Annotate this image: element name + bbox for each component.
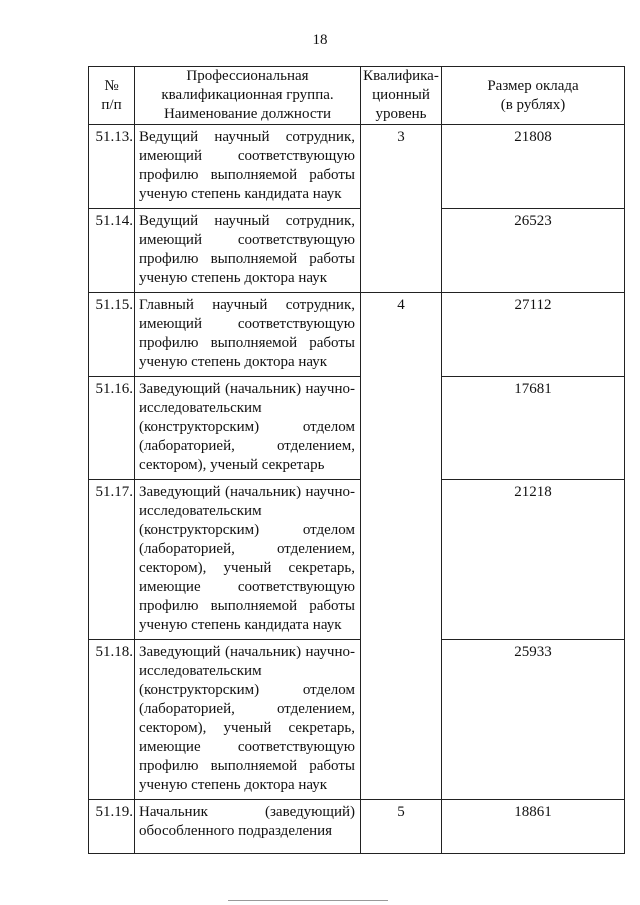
salary-value: 26523 bbox=[442, 209, 625, 293]
table-row bbox=[89, 209, 625, 293]
qualification-level bbox=[361, 377, 442, 480]
salary-value: 25933 bbox=[442, 640, 625, 800]
table-row bbox=[89, 800, 625, 854]
row-number: 51.17. bbox=[89, 480, 135, 640]
table-row bbox=[89, 480, 625, 640]
qualification-level: 4 bbox=[361, 293, 442, 377]
salary-value: 27112 bbox=[442, 293, 625, 377]
qualification-level bbox=[361, 640, 442, 800]
position-name: Ведущий научный сотрудник, имеющий соответствующую профилю выполняемой работы ученую степень кандидата наук bbox=[135, 125, 361, 209]
page-number: 18 bbox=[312, 32, 328, 48]
footer-divider bbox=[228, 900, 388, 901]
header-level: Квалифика- ционный уровень bbox=[361, 67, 442, 125]
qualification-level: 5 bbox=[361, 800, 442, 854]
table-row bbox=[89, 293, 625, 377]
table-row bbox=[89, 125, 625, 209]
salary-table bbox=[88, 66, 625, 854]
position-name: Ведущий научный сотрудник, имеющий соответствующую профилю выполняемой работы ученую степень доктора наук bbox=[135, 209, 361, 293]
salary-value: 21808 bbox=[442, 125, 625, 209]
row-number: 51.14. bbox=[89, 209, 135, 293]
header-salary: Размер оклада (в рублях) bbox=[442, 67, 625, 125]
position-name: Начальник (заведующий) обособленного подразделения bbox=[135, 800, 361, 854]
row-number: 51.19. bbox=[89, 800, 135, 854]
position-name: Главный научный сотрудник, имеющий соответствующую профилю выполняемой работы ученую степень доктора наук bbox=[135, 293, 361, 377]
salary-value: 21218 bbox=[442, 480, 625, 640]
row-number: 51.16. bbox=[89, 377, 135, 480]
qualification-level bbox=[361, 209, 442, 293]
qualification-level bbox=[361, 480, 442, 640]
salary-value: 17681 bbox=[442, 377, 625, 480]
table-row bbox=[89, 377, 625, 480]
header-num: № п/п bbox=[89, 67, 135, 125]
position-name: Заведующий (начальник) научно-исследовательским (конструкторским) отделом (лабораторией, отделением, сектором), ученый секретарь, имеющие соответствующую профилю выполняемой работы ученую степень доктора наук bbox=[135, 640, 361, 800]
position-name: Заведующий (начальник) научно-исследовательским (конструкторским) отделом (лабораторией, отделением, сектором), ученый секретарь bbox=[135, 377, 361, 480]
table-header-row bbox=[89, 67, 625, 125]
position-name: Заведующий (начальник) научно-исследовательским (конструкторским) отделом (лабораторией, отделением, сектором), ученый секретарь, имеющие соответствующую профилю выполняемой работы ученую степень кандидата наук bbox=[135, 480, 361, 640]
table-row bbox=[89, 640, 625, 800]
qualification-level: 3 bbox=[361, 125, 442, 209]
row-number: 51.13. bbox=[89, 125, 135, 209]
row-number: 51.15. bbox=[89, 293, 135, 377]
header-name: Профессиональная квалификационная группа. Наименование должности bbox=[135, 67, 361, 125]
row-number: 51.18. bbox=[89, 640, 135, 800]
salary-value: 18861 bbox=[442, 800, 625, 854]
